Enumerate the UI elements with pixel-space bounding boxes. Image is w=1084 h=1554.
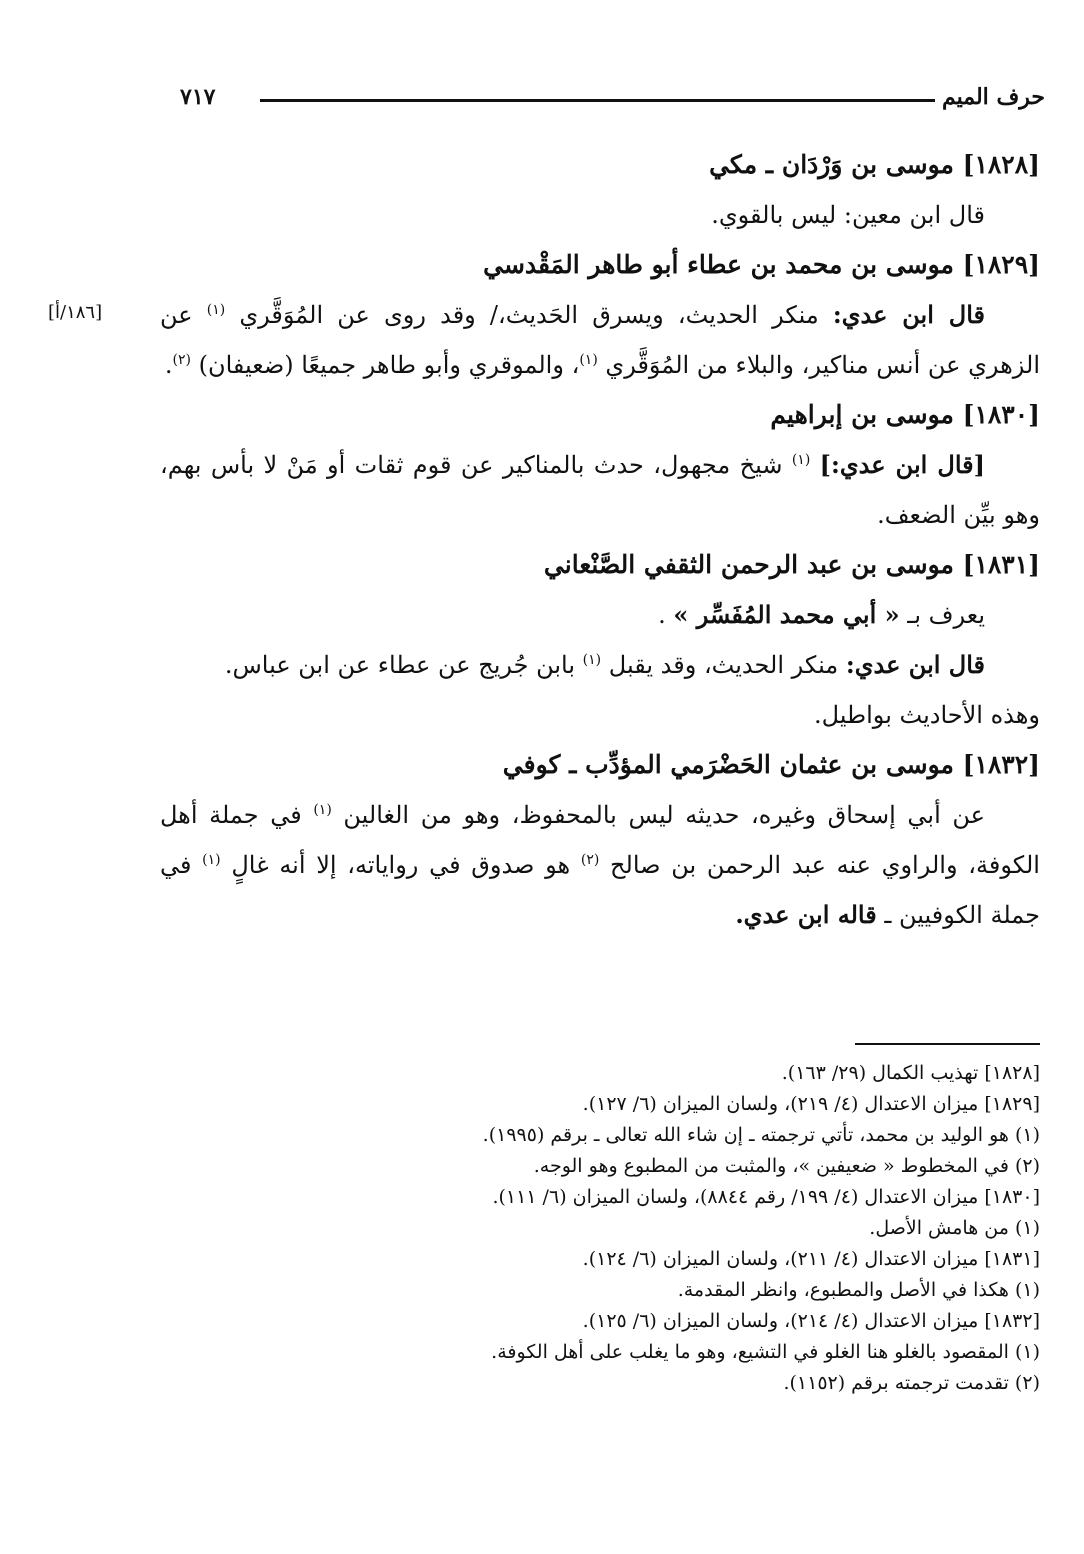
entry-body: قال ابن معين: ليس بالقوي. <box>711 201 985 229</box>
footnote-marker: (١) <box>791 452 811 468</box>
footnote-line: (١) من هامش الأصل. <box>869 1217 1040 1239</box>
text-segment: شيخ مجهول، حدث بالمناكير عن قوم ثقات أو مَنْ لا بأس بهم، وهو بيِّن الضعف. <box>160 451 1040 529</box>
text-segment: في جملة أهل الكوفة، والراوي عنه عبد الرحمن بن صالح <box>160 801 1040 879</box>
narrator-label: [قال ابن عدي:] <box>819 450 985 479</box>
footnote-marker: (١) <box>313 802 332 818</box>
header-rule <box>260 99 935 102</box>
text-segment: منكر الحديث، وقد يقبل <box>608 651 839 679</box>
footnote-line: [١٨٣٠] ميزان الاعتدال (٤/ ١٩٩/ رقم ٨٨٤٤)، ولسان الميزان (٦/ ١١١). <box>492 1186 1040 1208</box>
entry-body <box>160 440 1040 540</box>
footnote-line: (٢) تقدمت ترجمته برقم (١١٥٢). <box>783 1372 1040 1394</box>
text-segment: عن الزهري عن أنس مناكير، والبلاء من المُوَقَّري <box>160 301 1040 379</box>
footnote-line: [١٨٣٢] ميزان الاعتدال (٤/ ٢١٤)، ولسان الميزان (٦/ ١٢٥). <box>582 1310 1040 1332</box>
footnote-line: [١٨٢٨] تهذيب الكمال (٢٩/ ١٦٣). <box>781 1062 1040 1084</box>
text-segment: . <box>658 601 666 629</box>
entry-body <box>160 790 1040 940</box>
footnote-marker: (١) <box>582 652 602 668</box>
footnote-marker: (٢) <box>580 852 600 868</box>
running-head: حرف الميم <box>941 84 1045 110</box>
footnote-separator <box>855 1043 1040 1045</box>
manuscript-folio-marker: [١٨٦/أ] <box>48 302 103 323</box>
nickname: « أبي محمد المُفَسِّر » <box>673 600 900 629</box>
footnote-line: [١٨٣١] ميزان الاعتدال (٤/ ٢١١)، ولسان الميزان (٦/ ١٢٤). <box>582 1248 1040 1270</box>
page-header <box>180 84 1045 124</box>
footnote-line: (١) المقصود بالغلو هنا الغلو في التشيع، وهو ما يغلب على أهل الكوفة. <box>491 1341 1040 1363</box>
text-segment: منكر الحديث، ويسرق الحَديث،/ وقد روى عن المُوَقَّري <box>239 301 819 329</box>
footnote-line: (١) هكذا في الأصل والمطبوع، وانظر المقدمة. <box>677 1279 1040 1301</box>
footnote-line: (١) هو الوليد بن محمد، تأتي ترجمته ـ إن شاء الله تعالى ـ برقم (١٩٩٥). <box>482 1124 1040 1146</box>
narrator-label: قاله ابن عدي. <box>735 900 877 929</box>
footnote-marker: (١) <box>579 352 598 368</box>
narrator-label: قال ابن عدي: <box>832 300 986 329</box>
entry-title: [١٨٢٩] موسى بن محمد بن عطاء أبو طاهر المَقْدسي <box>483 250 1040 279</box>
entry-body <box>160 290 1040 390</box>
text-segment: . <box>164 351 173 379</box>
page-number: ٧١٧ <box>180 84 216 110</box>
text-segment: عن أبي إسحاق وغيره، حديثه ليس بالمحفوظ، وهو من الغالين <box>343 801 985 829</box>
entry-title: [١٨٣٠] موسى بن إبراهيم <box>770 400 1040 429</box>
text-segment: في جملة الكوفيين ـ <box>160 851 1040 929</box>
entry-body <box>160 590 1040 640</box>
text-segment: بابن جُريج عن عطاء عن ابن عباس. <box>224 651 576 679</box>
entry-title: [١٨٣١] موسى بن عبد الرحمن الثقفي الصَّنْعاني <box>543 550 1040 579</box>
footnote-marker: (١) <box>206 302 226 318</box>
footnotes <box>160 1058 1040 1399</box>
entry-body: وهذه الأحاديث بواطيل. <box>813 701 1040 729</box>
entry-title: [١٨٢٨] موسى بن وَرْدَان ـ مكي <box>709 150 1040 179</box>
footnote-marker: (١) <box>202 852 221 868</box>
footnote-marker: (٢) <box>172 352 191 368</box>
entry-title: [١٨٣٢] موسى بن عثمان الحَضْرَمي المؤدِّب ـ كوفي <box>502 750 1040 779</box>
text-segment: ، والموقري وأبو طاهر جميعًا (ضعيفان) <box>198 351 580 379</box>
entry-body <box>160 640 1040 690</box>
footnote-line: (٢) في المخطوط « ضعيفين »، والمثبت من المطبوع وهو الوجه. <box>533 1155 1040 1177</box>
narrator-label: قال ابن عدي: <box>845 650 985 679</box>
text-segment: يعرف بـ <box>907 601 985 629</box>
footnote-line: [١٨٢٩] ميزان الاعتدال (٤/ ٢١٩)، ولسان الميزان (٦/ ١٢٧). <box>582 1093 1040 1115</box>
main-text <box>160 140 1040 940</box>
text-segment: هو صدوق في رواياته، إلا أنه غالٍ <box>231 851 571 879</box>
